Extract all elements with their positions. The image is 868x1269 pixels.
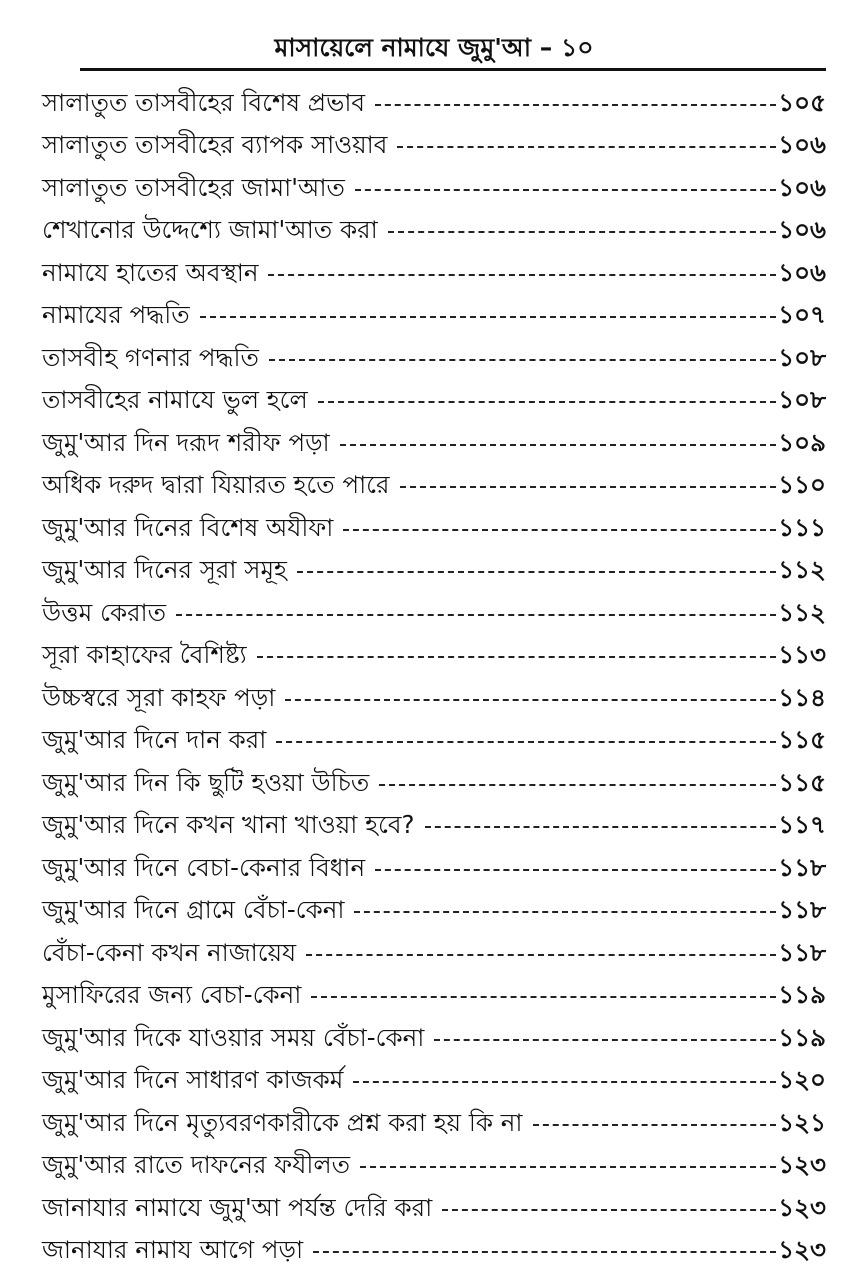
toc-entry-page: ১০৭ bbox=[778, 300, 826, 329]
toc-entry bbox=[42, 118, 826, 161]
toc-entry bbox=[42, 415, 826, 458]
toc-entry-page: ১১৫ bbox=[778, 725, 826, 754]
toc-entry-page: ১০৫ bbox=[778, 87, 826, 117]
toc-entry bbox=[42, 1180, 826, 1223]
toc-entry-title: বেঁচা-কেনা কখন নাজায়েয bbox=[42, 937, 297, 967]
toc-entry-title: উচ্চস্বরে সূরা কাহফ পড়া bbox=[42, 682, 276, 712]
toc-entry-page: ১১২ bbox=[778, 597, 826, 627]
toc-entry-page: ১০৬ bbox=[778, 257, 826, 287]
toc-entry-title: জুমু'আর দিনে দান করা bbox=[42, 725, 267, 754]
toc-entry-title: জুমু'আর দিনে বেচা-কেনার বিধান bbox=[42, 852, 366, 882]
toc-entry-title: জানাযার নামাযে জুমু'আ পর্যন্ত দেরি করা bbox=[42, 1192, 433, 1222]
dot-leader bbox=[297, 571, 776, 573]
toc-entry-title: তাসবীহের নামাযে ভুল হলে bbox=[42, 385, 308, 414]
dot-leader bbox=[388, 231, 777, 233]
toc-entry bbox=[42, 1223, 826, 1266]
toc-entry-page: ১১৭ bbox=[778, 810, 826, 839]
toc-entry-title: উত্তম কেরাত bbox=[42, 597, 167, 627]
table-of-contents bbox=[42, 75, 826, 1265]
running-header: মাসায়েলে নামাযে জুমু'আ – ১০ bbox=[274, 33, 594, 62]
toc-entry bbox=[42, 160, 826, 203]
toc-entry-page: ১২১ bbox=[778, 1107, 826, 1137]
toc-entry-title: নামাযের পদ্ধতি bbox=[42, 300, 190, 329]
toc-entry bbox=[42, 75, 826, 118]
toc-entry-page: ১২৩ bbox=[778, 1192, 826, 1222]
toc-entry-page: ১০৯ bbox=[778, 427, 826, 457]
toc-entry bbox=[42, 798, 826, 841]
toc-entry-title: জুমু'আর দিনে কখন খানা খাওয়া হবে? bbox=[42, 810, 415, 839]
toc-entry bbox=[42, 628, 826, 671]
toc-entry bbox=[42, 883, 826, 926]
dot-leader bbox=[313, 1251, 776, 1253]
toc-entry-page: ১২০ bbox=[778, 1065, 826, 1094]
dot-leader bbox=[400, 486, 777, 488]
toc-entry-page: ১০৮ bbox=[778, 342, 826, 372]
toc-entry bbox=[42, 373, 826, 416]
dot-leader bbox=[200, 316, 777, 318]
toc-entry-title: জুমু'আর দিন কি ছুটি হওয়া উচিত bbox=[42, 767, 370, 797]
toc-entry bbox=[42, 1138, 826, 1181]
dot-leader bbox=[442, 1209, 776, 1211]
toc-entry-page: ১১৮ bbox=[778, 937, 826, 967]
toc-entry-page: ১০৬ bbox=[778, 130, 826, 159]
toc-entry bbox=[42, 288, 826, 331]
toc-entry-page: ১০৮ bbox=[778, 385, 826, 414]
toc-entry-title: জুমু'আর দিনে সাধারণ কাজকর্ম bbox=[42, 1065, 344, 1094]
toc-entry-title: তাসবীহ গণনার পদ্ধতি bbox=[42, 342, 259, 372]
dot-leader bbox=[354, 911, 776, 913]
toc-entry bbox=[42, 1095, 826, 1138]
toc-entry-title: জুমু'আর দিন দরূদ শরীফ পড়া bbox=[42, 427, 330, 457]
toc-entry bbox=[42, 543, 826, 586]
dot-leader bbox=[355, 189, 776, 191]
toc-entry-title: জুমু'আর দিনে গ্রামে বেঁচা-কেনা bbox=[42, 895, 345, 924]
toc-entry-page: ১১৪ bbox=[778, 682, 826, 712]
toc-entry-page: ১১৫ bbox=[778, 767, 826, 797]
toc-entry-title: সালাতুত তাসবীহের জামা'আত bbox=[42, 172, 345, 202]
toc-entry bbox=[42, 330, 826, 373]
toc-entry-page: ১১০ bbox=[778, 470, 826, 499]
toc-entry-title: শেখানোর উদ্দেশ্যে জামা'আত করা bbox=[42, 215, 378, 244]
dot-leader bbox=[311, 996, 776, 998]
toc-entry-title: জানাযার নামায আগে পড়া bbox=[42, 1235, 304, 1264]
toc-entry-title: জুমু'আর দিনের বিশেষ অযীফা bbox=[42, 512, 334, 542]
dot-leader bbox=[353, 1081, 776, 1083]
toc-entry-title: সালাতুত তাসবীহের বিশেষ প্রভাব bbox=[42, 87, 366, 117]
toc-entry bbox=[42, 968, 826, 1011]
toc-entry-title: মুসাফিরের জন্য বেচা-কেনা bbox=[42, 980, 302, 1009]
dot-leader bbox=[285, 699, 776, 701]
toc-entry-page: ১০৬ bbox=[778, 172, 826, 202]
toc-entry bbox=[42, 755, 826, 798]
dot-leader bbox=[318, 401, 777, 403]
toc-entry-title: জুমু'আর দিনে মৃত্যুবরণকারীকে প্রশ্ন করা হয় কি না bbox=[42, 1107, 523, 1137]
toc-entry bbox=[42, 840, 826, 883]
toc-entry bbox=[42, 713, 826, 756]
dot-leader bbox=[176, 614, 776, 616]
toc-entry-page: ১১৮ bbox=[778, 852, 826, 882]
toc-entry-page: ১২৩ bbox=[778, 1235, 826, 1264]
toc-entry bbox=[42, 670, 826, 713]
dot-leader bbox=[434, 1039, 776, 1041]
dot-leader bbox=[533, 1124, 777, 1126]
dot-leader bbox=[375, 104, 776, 106]
dot-leader bbox=[268, 274, 776, 276]
toc-entry bbox=[42, 925, 826, 968]
toc-entry-page: ১২৩ bbox=[778, 1150, 826, 1179]
toc-entry-title: জুমু'আর দিনের সূরা সমূহ bbox=[42, 555, 287, 584]
toc-entry-title: অধিক দরুদ দ্বারা যিয়ারত হতে পারে bbox=[42, 470, 390, 499]
toc-entry bbox=[42, 245, 826, 288]
toc-entry-title: নামাযে হাতের অবস্থান bbox=[42, 257, 259, 287]
dot-leader bbox=[425, 826, 777, 828]
toc-entry-page: ১১৩ bbox=[778, 640, 826, 669]
dot-leader bbox=[340, 444, 777, 446]
toc-entry-title: সূরা কাহাফের বৈশিষ্ট্য bbox=[42, 640, 247, 669]
toc-entry-page: ১১৯ bbox=[778, 980, 826, 1009]
dot-leader bbox=[343, 529, 776, 531]
dot-leader bbox=[379, 784, 776, 786]
header-rule bbox=[80, 68, 826, 71]
toc-entry-page: ১১১ bbox=[778, 512, 826, 542]
dot-leader bbox=[257, 656, 777, 658]
dot-leader bbox=[269, 359, 776, 361]
dot-leader bbox=[306, 954, 776, 956]
toc-entry-title: জুমু'আর দিকে যাওয়ার সময় বেঁচা-কেনা bbox=[42, 1022, 425, 1052]
toc-entry bbox=[42, 500, 826, 543]
toc-entry bbox=[42, 458, 826, 501]
toc-entry-title: জুমু'আর রাতে দাফনের ফযীলত bbox=[42, 1150, 350, 1179]
toc-entry bbox=[42, 585, 826, 628]
toc-entry bbox=[42, 1010, 826, 1053]
toc-entry-page: ১১৯ bbox=[778, 1022, 826, 1052]
dot-leader bbox=[360, 1166, 776, 1168]
toc-entry-title: সালাতুত তাসবীহের ব্যাপক সাওয়াব bbox=[42, 130, 388, 159]
dot-leader bbox=[397, 146, 776, 148]
toc-entry-page: ১০৬ bbox=[778, 215, 826, 244]
dot-leader bbox=[375, 869, 776, 871]
toc-entry-page: ১১৮ bbox=[778, 895, 826, 924]
toc-entry-page: ১১২ bbox=[778, 555, 826, 584]
toc-entry bbox=[42, 1053, 826, 1096]
dot-leader bbox=[276, 741, 776, 743]
toc-entry bbox=[42, 203, 826, 246]
